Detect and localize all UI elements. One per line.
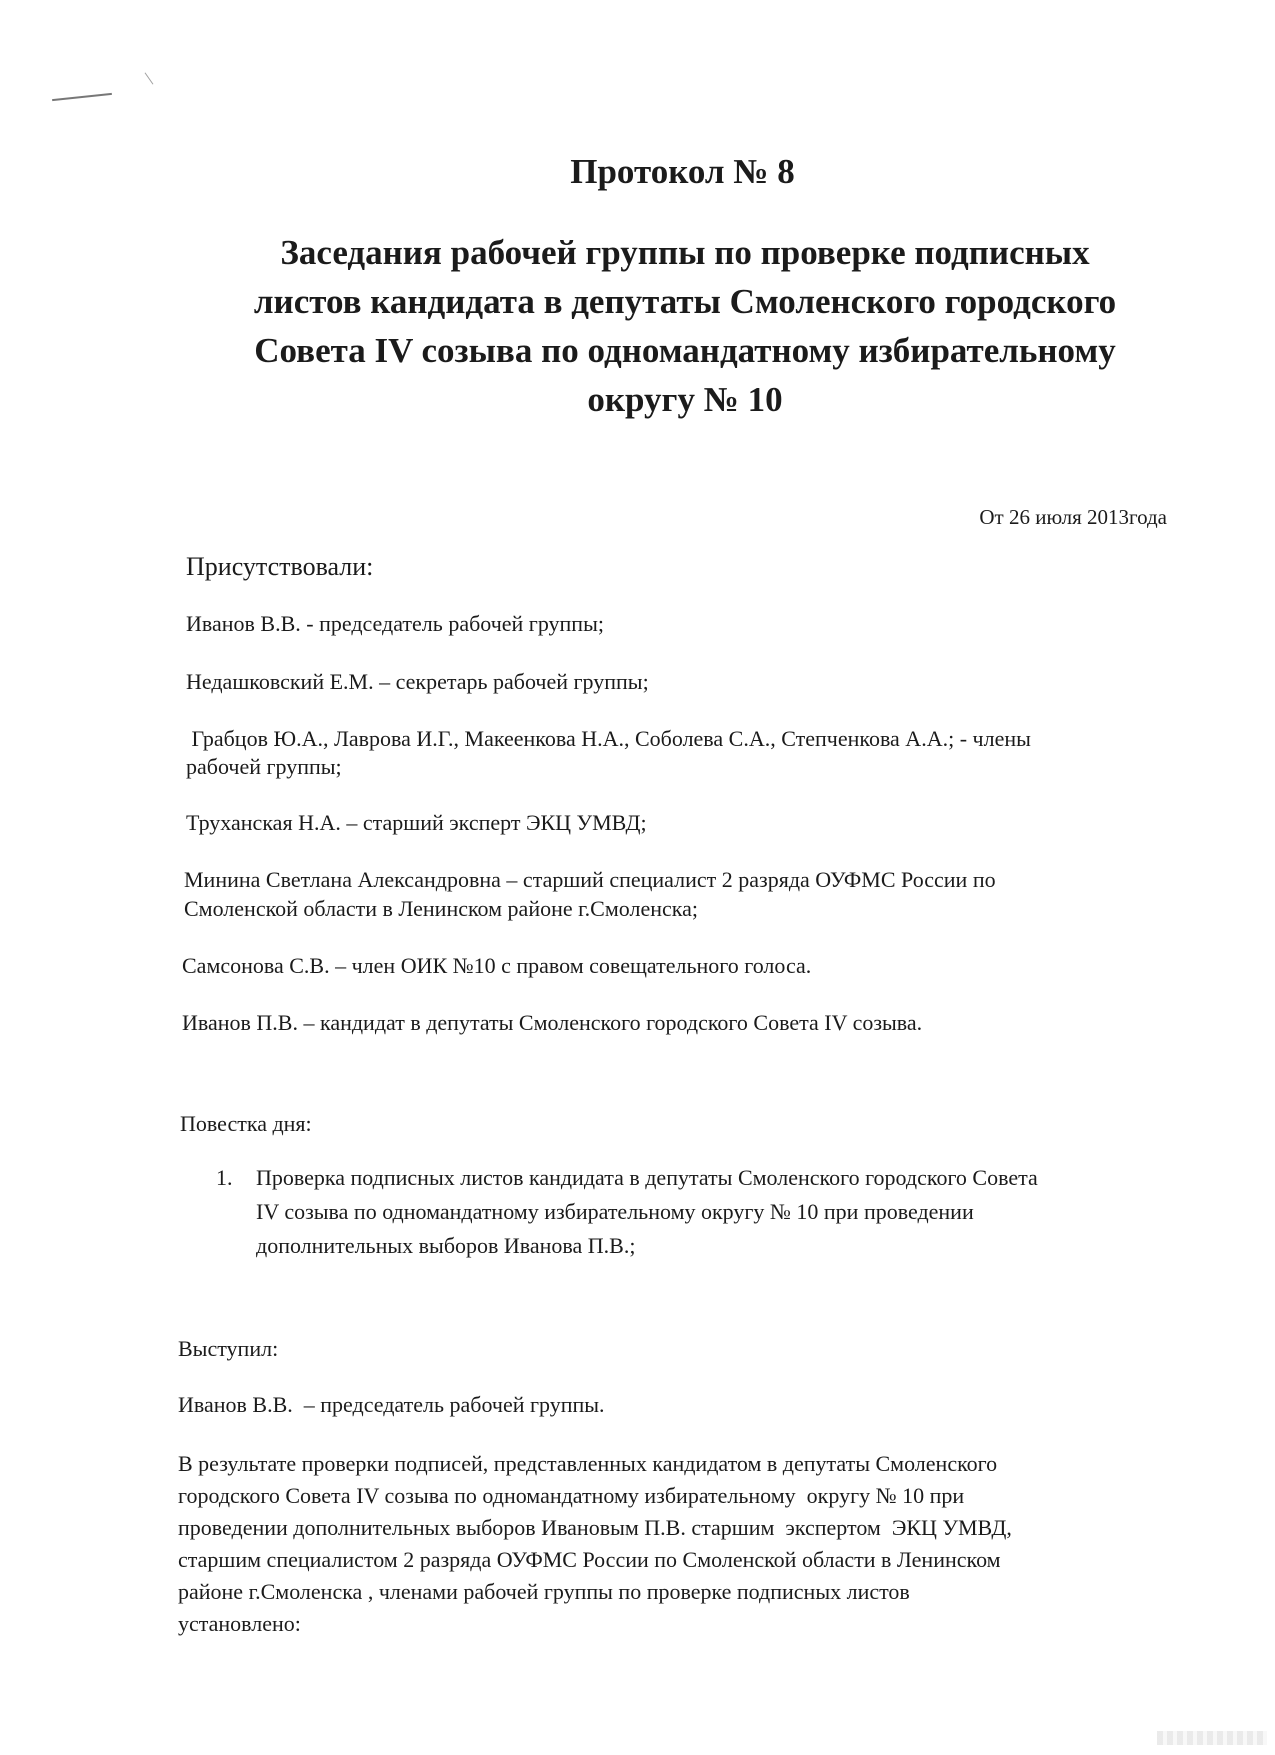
- agenda-heading: Повестка дня:: [180, 1111, 312, 1136]
- attendee-line: Грабцов Ю.А., Лаврова И.Г., Макеенкова Н.А., Соболева С.А., Степченкова А.А.; - члены: [186, 726, 1031, 751]
- attendee-line: Самсонова С.В. – член ОИК №10 с правом совещательного голоса.: [182, 953, 812, 978]
- agenda-item-line: Проверка подписных листов кандидата в депутаты Смоленского городского Совета: [256, 1165, 1038, 1190]
- scan-artifact-line: [52, 93, 112, 101]
- result-paragraph: [178, 1448, 1138, 1640]
- present-heading: Присутствовали:: [186, 552, 374, 581]
- attendee-line: Недашковский Е.М. – секретарь рабочей группы;: [186, 669, 649, 694]
- attendee-line: Иванов В.В. - председатель рабочей группы;: [186, 611, 604, 636]
- subtitle-line: округу № 10: [587, 380, 783, 419]
- agenda-item: [216, 1161, 1176, 1263]
- attendee-line: Труханская Н.А. – старший эксперт ЭКЦ УМВД;: [186, 810, 647, 835]
- agenda-item-line: IV созыва по одномандатному избирательному округу № 10 при проведении: [256, 1199, 974, 1224]
- subtitle-line: Заседания рабочей группы по проверке подписных: [280, 233, 1090, 272]
- result-line: установлено:: [178, 1611, 301, 1636]
- attendee-line: рабочей группы;: [186, 754, 342, 779]
- result-line: районе г.Смоленска , членами рабочей группы по проверке подписных листов: [178, 1579, 910, 1604]
- agenda-item-line: дополнительных выборов Иванова П.В.;: [256, 1233, 636, 1258]
- subtitle-line: Совета IV созыва по одномандатному избирательному: [254, 331, 1116, 370]
- result-line: старшим специалистом 2 разряда ОУФМС России по Смоленской области в Ленинском: [178, 1547, 1001, 1572]
- scan-corner-artifact: [1157, 1731, 1267, 1745]
- protocol-subtitle: [190, 228, 1180, 424]
- result-line: проведении дополнительных выборов Ивановым П.В. старшим экспертом ЭКЦ УМВД,: [178, 1515, 1012, 1540]
- scan-artifact-tick: [145, 72, 154, 84]
- result-line: В результате проверки подписей, представленных кандидатом в депутаты Смоленского: [178, 1451, 998, 1476]
- attendee-line: Иванов П.В. – кандидат в депутаты Смоленского городского Совета IV созыва.: [182, 1010, 923, 1035]
- protocol-title: Протокол № 8: [570, 152, 795, 191]
- result-line: городского Совета IV созыва по одномандатному избирательному округу № 10 при: [178, 1483, 965, 1508]
- attendee-line: Смоленской области в Ленинском районе г.Смоленска;: [184, 896, 698, 921]
- speaker-heading: Выступил:: [178, 1336, 279, 1361]
- protocol-date: От 26 июля 2013года: [979, 505, 1167, 529]
- agenda-item-number: 1.: [216, 1165, 233, 1190]
- speaker-line: Иванов В.В. – председатель рабочей группы.: [178, 1392, 605, 1417]
- attendee-line: Минина Светлана Александровна – старший специалист 2 разряда ОУФМС России по: [184, 867, 996, 892]
- subtitle-line: листов кандидата в депутаты Смоленского городского: [253, 282, 1117, 321]
